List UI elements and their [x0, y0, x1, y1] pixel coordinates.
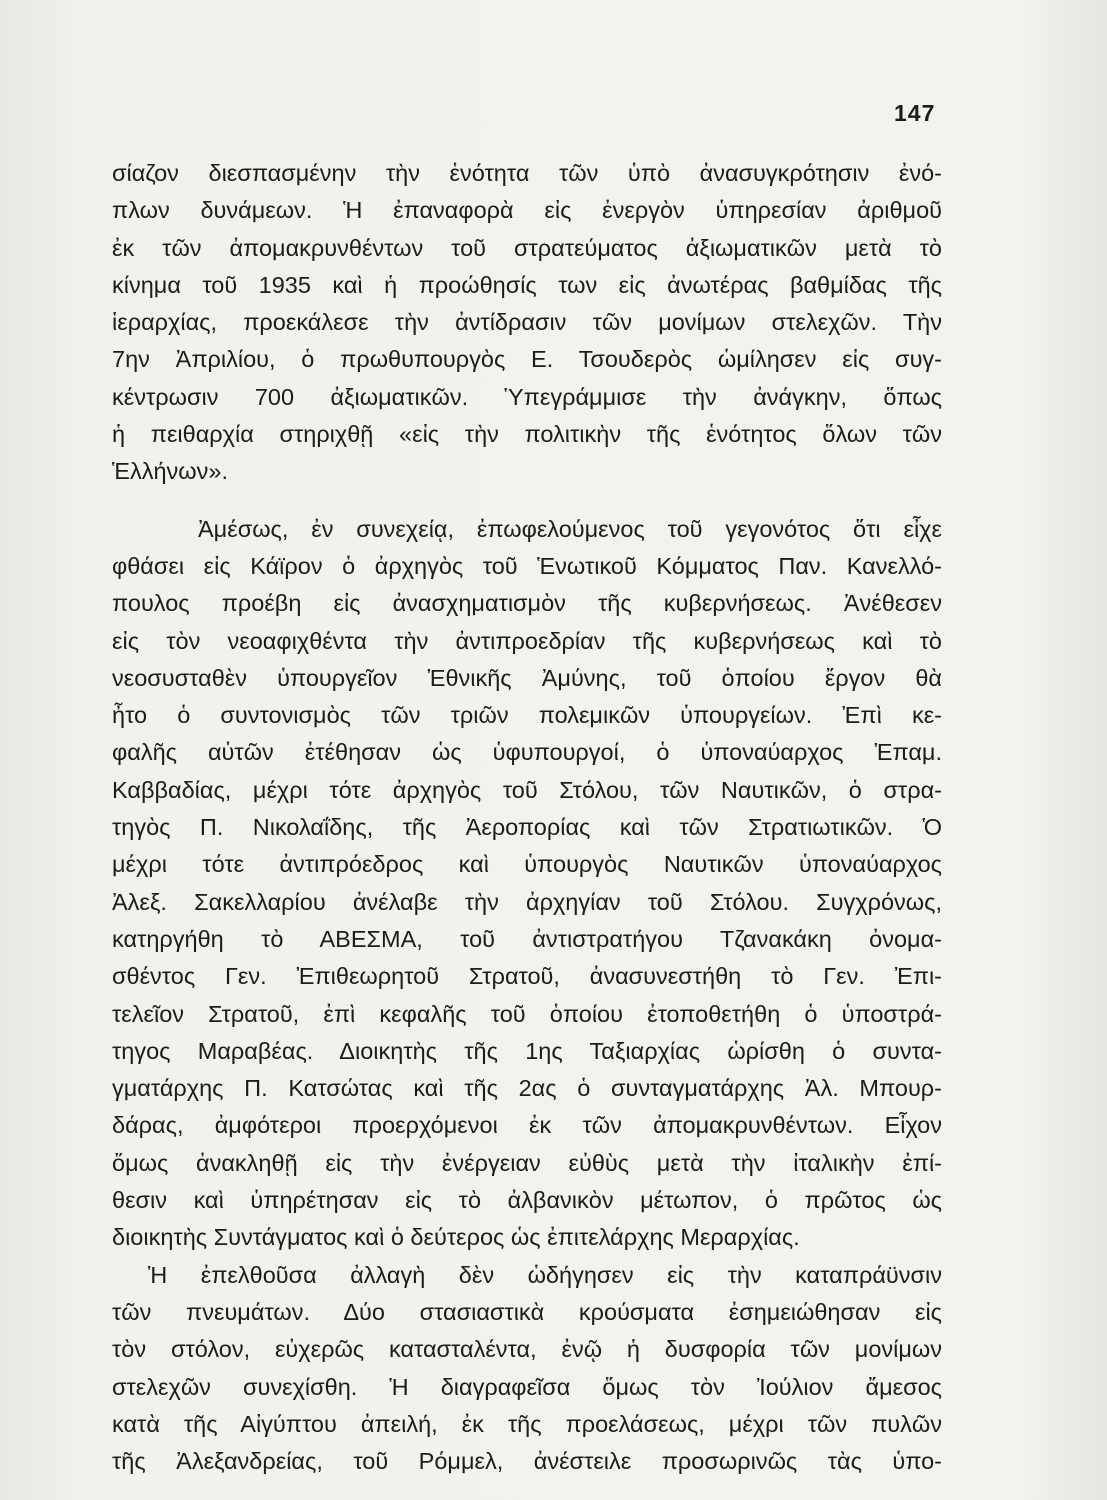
text-line: Ἡ ἐπελθοῦσα ἀλλαγὴ δὲν ὡδήγησεν εἰς τὴν καταπράϋνσιν	[148, 1261, 942, 1288]
paragraph-gap	[112, 491, 942, 511]
text-line: τηγὸς Π. Νικολαΐδης, τῆς Ἀεροπορίας καὶ τῶν Στρατιωτικῶν. Ὁ	[112, 814, 942, 841]
text-line: διοικητὴς Συντάγματος καὶ ὁ δεύτερος ὡς ἐπιτελάρχης Μεραρχίας.	[112, 1224, 800, 1251]
text-line: γματάρχης Π. Κατσώτας καὶ τῆς 2ας ὁ συνταγματάρχης Ἀλ. Μπουρ-	[112, 1075, 942, 1102]
text-line: κατηργήθη τὸ ΑΒΕΣΜΑ, τοῦ ἀντιστρατήγου Τζανακάκη ὀνομα-	[112, 925, 942, 952]
text-line: τελεῖον Στρατοῦ, ἐπὶ κεφαλῆς τοῦ ὁποίου ἐτοποθετήθη ὁ ὑποστρά-	[112, 1000, 942, 1027]
text-line: ὅμως ἀνακληθῇ εἰς τὴν ἐνέργειαν εὐθὺς μετὰ τὴν ἰταλικὴν ἐπί-	[112, 1149, 942, 1176]
text-line: φαλῆς αὐτῶν ἐτέθησαν ὡς ὑφυπουργοί, ὁ ὑποναύαρχος Ἐπαμ.	[112, 739, 942, 766]
text-line: σθέντος Γεν. Ἐπιθεωρητοῦ Στρατοῦ, ἀνασυνεστήθη τὸ Γεν. Ἐπι-	[112, 963, 942, 990]
text-line: θεσιν καὶ ὑπηρέτησαν εἰς τὸ ἀλβανικὸν μέτωπον, ὁ πρῶτος ὡς	[112, 1187, 942, 1214]
text-line: Καββαδίας, μέχρι τότε ἀρχηγὸς τοῦ Στόλου, τῶν Ναυτικῶν, ὁ στρα-	[112, 776, 942, 803]
text-line: τὸν στόλον, εὐχερῶς κατασταλέντα, ἐνῷ ἡ δυσφορία τῶν μονίμων	[112, 1336, 942, 1363]
paragraph-3	[112, 1257, 942, 1481]
text-line: τηγος Μαραβέας. Διοικητὴς τῆς 1ης Ταξιαρχίας ὡρίσθη ὁ συντα-	[112, 1037, 942, 1064]
text-line: τῆς Ἀλεξανδρείας, τοῦ Ρόμμελ, ἀνέστειλε προσωρινῶς τὰς ὑπο-	[112, 1448, 942, 1475]
paragraph-1	[112, 155, 942, 491]
text-line: εἰς τὸν νεοαφιχθέντα τὴν ἀντιπροεδρίαν τῆς κυβερνήσεως καὶ τὸ	[112, 627, 942, 654]
text-line: φθάσει εἰς Κάϊρον ὁ ἀρχηγὸς τοῦ Ἑνωτικοῦ Κόμματος Παν. Κανελλό-	[112, 552, 942, 579]
text-line: Ἀμέσως, ἐν συνεχείᾳ, ἐπωφελούμενος τοῦ γεγονότος ὅτι εἶχε	[198, 515, 942, 542]
text-line: πουλος προέβη εἰς ἀνασχηματισμὸν τῆς κυβερνήσεως. Ἀνέθεσεν	[112, 590, 942, 617]
text-line: τῶν πνευμάτων. Δύο στασιαστικὰ κρούσματα ἐσημειώθησαν εἰς	[112, 1298, 942, 1325]
text-line: 7ην Ἀπριλίου, ὁ πρωθυπουργὸς Ε. Τσουδερὸς ὡμίλησεν εἰς συγ-	[112, 346, 942, 373]
text-line: ἱεραρχίας, προεκάλεσε τὴν ἀντίδρασιν τῶν μονίμων στελεχῶν. Τὴν	[112, 309, 942, 336]
text-line: πλων δυνάμεων. Ἡ ἐπαναφορὰ εἰς ἐνεργὸν ὑπηρεσίαν ἀριθμοῦ	[112, 197, 942, 224]
text-line: νεοσυσταθὲν ὑπουργεῖον Ἐθνικῆς Ἀμύνης, τοῦ ὁποίου ἔργον θὰ	[112, 664, 942, 691]
text-line: ἡ πειθαρχία στηριχθῇ «εἰς τὴν πολιτικὴν τῆς ἑνότητος ὅλων τῶν	[112, 421, 942, 448]
text-line: κατὰ τῆς Αἰγύπτου ἀπειλή, ἐκ τῆς προελάσεως, μέχρι τῶν πυλῶν	[112, 1410, 942, 1437]
text-line: Ἑλλήνων».	[112, 458, 228, 485]
body-text	[112, 155, 942, 1480]
text-line: δάρας, ἀμφότεροι προερχόμενοι ἐκ τῶν ἀπομακρυνθέντων. Εἶχον	[112, 1112, 942, 1139]
page-number: 147	[894, 100, 936, 126]
text-line: κίνημα τοῦ 1935 καὶ ἡ προώθησίς των εἰς ἀνωτέρας βαθμίδας τῆς	[112, 271, 942, 298]
text-line: στελεχῶν συνεχίσθη. Ἡ διαγραφεῖσα ὅμως τὸν Ἰούλιον ἄμεσος	[112, 1373, 942, 1400]
text-line: μέχρι τότε ἀντιπρόεδρος καὶ ὑπουργὸς Ναυτικῶν ὑποναύαρχος	[112, 851, 942, 878]
text-line: σίαζον διεσπασμένην τὴν ἑνότητα τῶν ὑπὸ ἀνασυγκρότησιν ἐνό-	[112, 160, 942, 186]
paragraph-2	[112, 511, 942, 1257]
text-line: ἦτο ὁ συντονισμὸς τῶν τριῶν πολεμικῶν ὑπουργείων. Ἐπὶ κε-	[112, 702, 942, 729]
text-line: ἐκ τῶν ἀπομακρυνθέντων τοῦ στρατεύματος ἀξιωματικῶν μετὰ τὸ	[112, 234, 942, 261]
text-line: κέντρωσιν 700 ἀξιωματικῶν. Ὑπεγράμμισε τὴν ἀνάγκην, ὅπως	[112, 383, 942, 410]
text-line: Ἀλεξ. Σακελλαρίου ἀνέλαβε τὴν ἀρχηγίαν τοῦ Στόλου. Συγχρόνως,	[112, 888, 942, 915]
